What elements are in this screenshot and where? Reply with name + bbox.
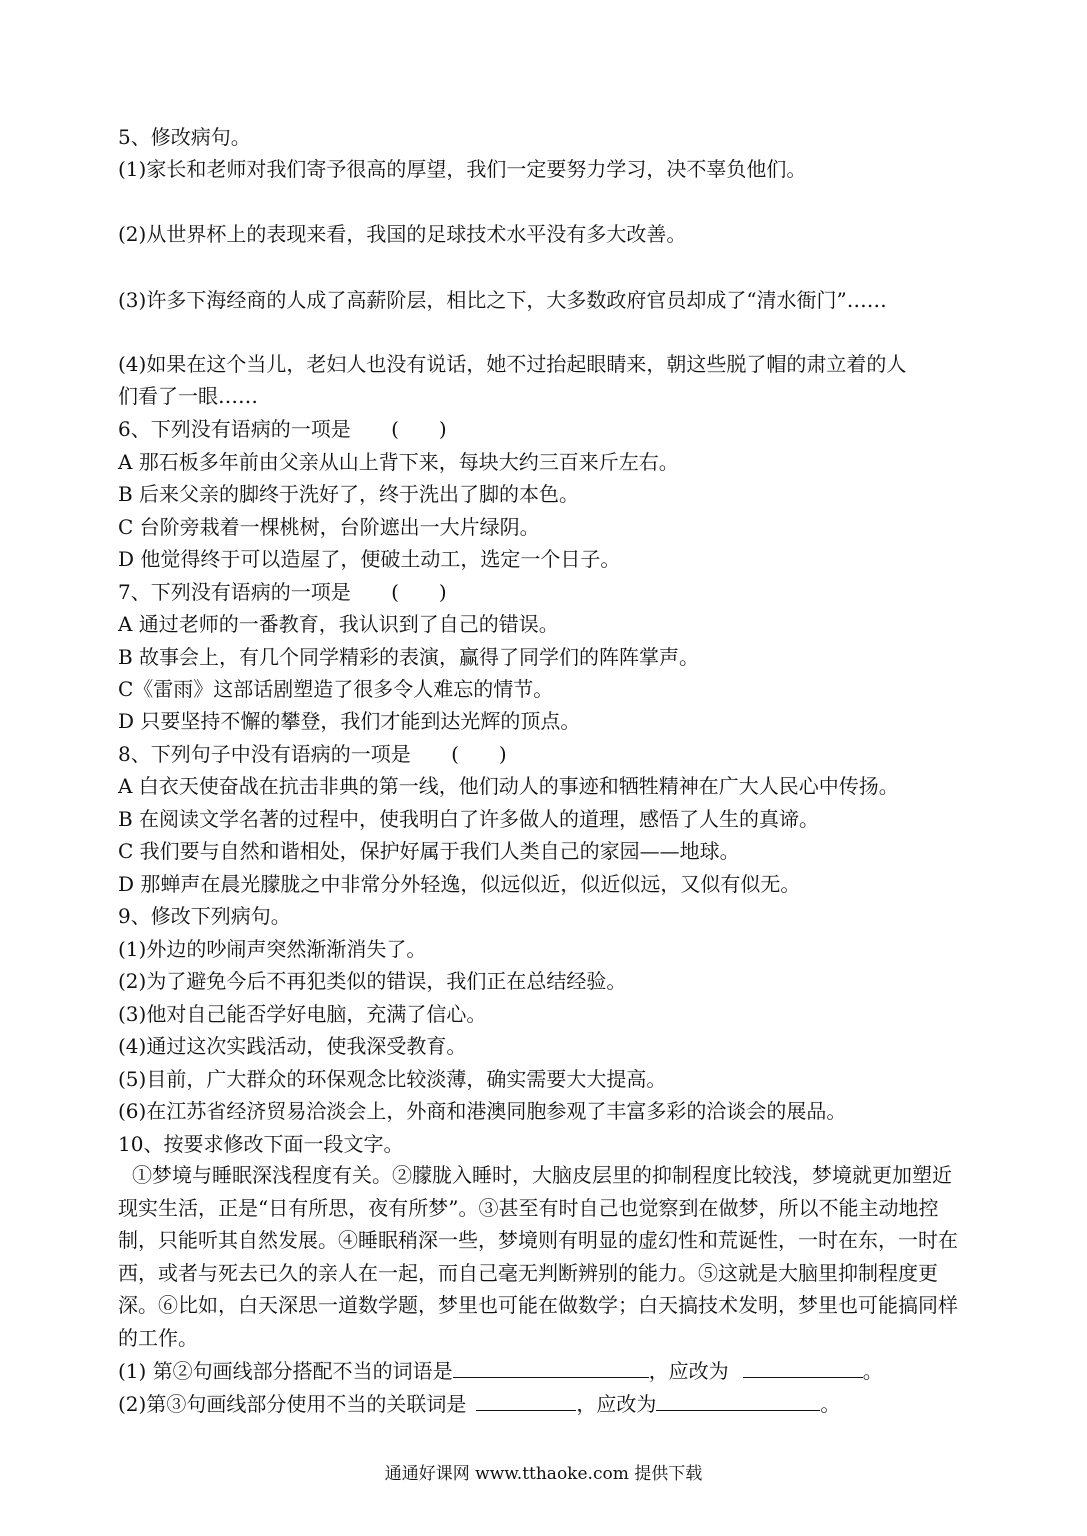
q5-item-3: (3)许多下海经商的人成了高薪阶层，相比之下，大多数政府官员却成了“清水衙门”…… (118, 288, 887, 312)
q7-title-row (118, 579, 978, 605)
q9-item-6: (6)在江苏省经济贸易洽淡会上，外商和港澳同胞参观了丰富多彩的洽谈会的展品。 (118, 1099, 847, 1123)
q10-sub1-blank-2[interactable] (743, 1359, 863, 1378)
q6-title: 6、下列没有语病的一项是 (118, 417, 351, 441)
q10-sub2-middle: ，应改为 (576, 1392, 657, 1416)
q8-option-a: A 白衣天使奋战在抗击非典的第一线，他们动人的事迹和牺牲精神在广大人民心中传扬。 (118, 774, 899, 798)
q8-option-c: C 我们要与自然和谐相处，保护好属于我们人类自己的家园——地球。 (118, 839, 740, 863)
q9-title: 9、修改下列病句。 (118, 904, 291, 928)
q10-sub2-blank-1[interactable] (476, 1392, 576, 1411)
q8-option-b: B 在阅读文学名著的过程中，使我明白了许多做人的道理，感悟了人生的真谛。 (118, 807, 820, 831)
q7-option-a: A 通过老师的一番教育，我认识到了自己的错误。 (118, 612, 559, 636)
q10-sub1-middle: ，应改为 (648, 1359, 729, 1383)
q10-sub2-blank-2[interactable] (656, 1392, 820, 1411)
q8-title: 8、下列句子中没有语病的一项是 (118, 742, 411, 766)
q10-sub1-row (118, 1358, 978, 1384)
q5-item-2: (2)从世界杯上的表现来看，我国的足球技术水平没有多大改善。 (118, 222, 687, 246)
q6-title-row (118, 416, 978, 442)
q5-title: 5、修改病句。 (118, 125, 251, 149)
q9-item-4: (4)通过这次实践活动，使我深受教育。 (118, 1034, 467, 1058)
q7-option-b: B 故事会上，有几个同学精彩的表演，赢得了同学们的阵阵掌声。 (118, 645, 700, 669)
q10-sub2-row (118, 1391, 978, 1417)
q8-option-d: D 那蝉声在晨光朦胧之中非常分外轻逸，似远似近，似近似远，又似有似无。 (118, 872, 801, 896)
q10-sub2-end: 。 (820, 1392, 841, 1416)
q9-item-2: (2)为了避免今后不再犯类似的错误，我们正在总结经验。 (118, 969, 627, 993)
q8-answer-bracket: ( ) (451, 742, 507, 766)
q6-option-b: B 后来父亲的脚终于洗好了，终于洗出了脚的本色。 (118, 482, 580, 506)
q6-answer-bracket: ( ) (391, 417, 447, 441)
q10-sub1-blank-1[interactable] (453, 1359, 649, 1378)
q5-item-4: (4)如果在这个当儿，老妇人也没有说话，她不过抬起眼睛来，朝这些脱了帽的肃立着的人 (118, 352, 907, 376)
page-footer: 通通好课网 www.tthaoke.com 提供下载 (384, 1464, 703, 1484)
q6-option-c: C 台阶旁栽着一棵桃树，台阶遮出一大片绿阴。 (118, 515, 540, 539)
q6-option-a: A 那石板多年前由父亲从山上背下来，每块大约三百来斤左右。 (118, 450, 679, 474)
q10-passage-block (118, 1159, 968, 1354)
q7-option-d: D 只要坚持不懈的攀登，我们才能到达光辉的顶点。 (118, 709, 581, 733)
q9-item-5: (5)目前，广大群众的环保观念比较淡薄，确实需要大大提高。 (118, 1067, 667, 1091)
q7-title: 7、下列没有语病的一项是 (118, 580, 351, 604)
q10-sub2-text: (2)第③句画线部分使用不当的关联词是 (118, 1392, 467, 1416)
q10-sub1-text: (1) 第②句画线部分搭配不当的词语是 (118, 1359, 453, 1383)
q6-option-d: D 他觉得终于可以造屋了，便破土动工，选定一个日子。 (118, 547, 621, 571)
q10-title: 10、按要求修改下面一段文字。 (118, 1132, 404, 1156)
q5-item-4-cont: 们看了一眼…… (118, 384, 258, 408)
q10-sub1-end: 。 (862, 1359, 883, 1383)
q9-item-1: (1)外边的吵闹声突然渐渐消失了。 (118, 937, 427, 961)
q7-option-c: C《雷雨》这部话剧塑造了很多令人难忘的情节。 (118, 677, 554, 701)
q7-answer-bracket: ( ) (391, 580, 447, 604)
q5-item-1: (1)家长和老师对我们寄予很高的厚望，我们一定要努力学习，决不辜负他们。 (118, 157, 807, 181)
q10-passage: ①梦境与睡眠深浅程度有关。②朦胧入睡时，大脑皮层里的抑制程度比较浅，梦境就更加塑近现实生活，正是“日有所思，夜有所梦”。③甚至有时自己也觉察到在做梦，所以不能主动地控制，只能听其自然发展。④睡眠稍深一些，梦境则有明显的虚幻性和荒诞性，一时在东，一时在西，或者与死去已久的亲人在一起，而自己毫无判断辨别的能力。⑤这就是大脑里抑制程度更深。⑥比如，白天深思一道数学题，梦里也可能在做数学；白天搞技术发明，梦里也可能搞同样的工作。 (118, 1163, 958, 1350)
q8-title-row (118, 741, 978, 767)
q9-item-3: (3)他对自己能否学好电脑，充满了信心。 (118, 1002, 487, 1026)
